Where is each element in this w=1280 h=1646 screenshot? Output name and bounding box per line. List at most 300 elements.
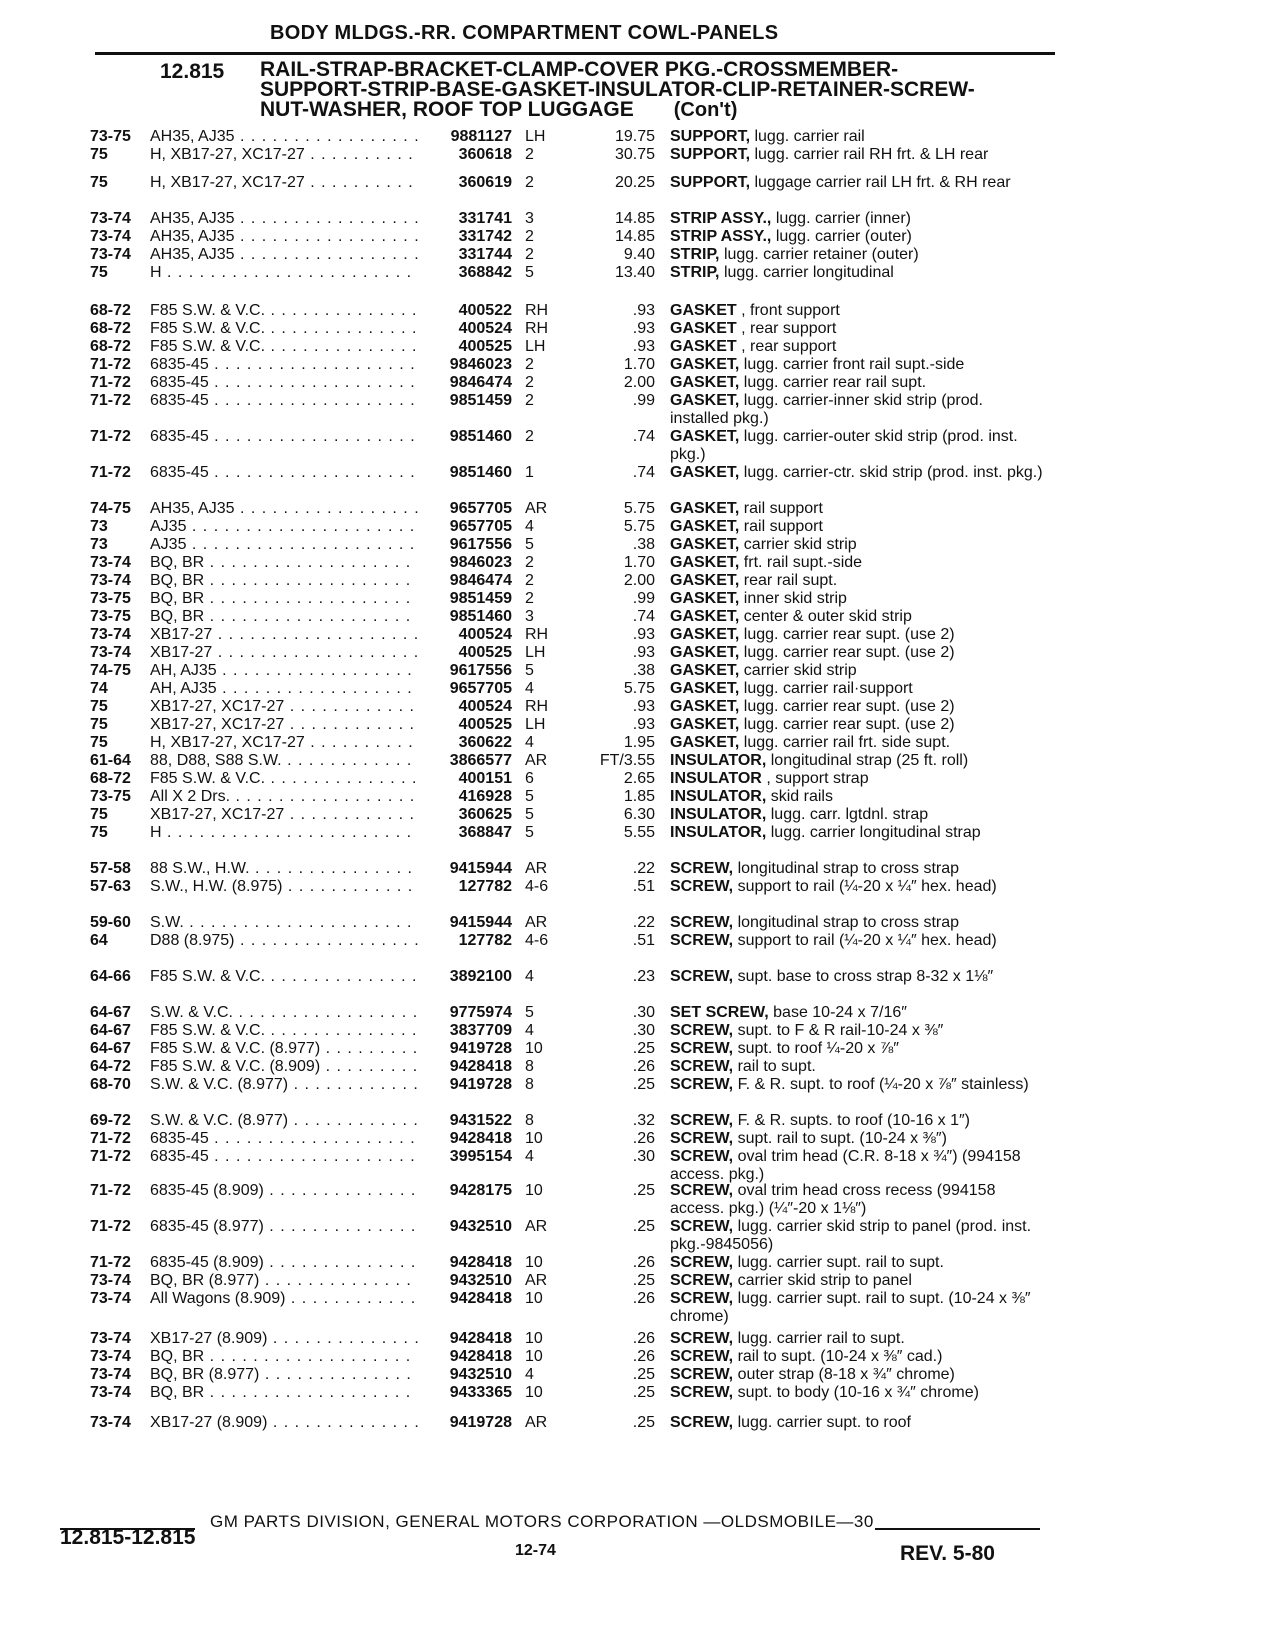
quantity-cell: 10 bbox=[525, 1254, 543, 1271]
price-cell: 1.95 bbox=[623, 734, 655, 751]
year-cell: 73-74 bbox=[90, 1414, 131, 1431]
description-cell bbox=[670, 1272, 1045, 1290]
quantity-cell: 2 bbox=[525, 590, 534, 607]
year-cell: 71-72 bbox=[90, 1130, 131, 1147]
year-cell: 75 bbox=[90, 264, 108, 281]
year-cell: 73-74 bbox=[90, 1384, 131, 1401]
section-title-line-2: SUPPORT-STRIP-BASE-GASKET-INSULATOR-CLIP-RETAINER-SCREW- bbox=[260, 78, 975, 101]
part-number-cell: 9846023 bbox=[449, 554, 512, 571]
model-cell: BQ, BR . . . bbox=[150, 572, 418, 590]
description-cell bbox=[670, 1290, 1045, 1326]
model-cell: XB17-27 . . . bbox=[150, 626, 418, 644]
description-cell bbox=[670, 428, 1045, 464]
year-cell: 75 bbox=[90, 806, 108, 823]
section-number: 12.815 bbox=[160, 60, 225, 83]
quantity-cell: 2 bbox=[525, 246, 534, 263]
year-cell: 73-74 bbox=[90, 1330, 131, 1347]
description-keyword: GASKET, bbox=[670, 572, 740, 589]
quantity-cell: 5 bbox=[525, 824, 534, 841]
description-text: lugg. carrier rear supt. (use 2) bbox=[743, 698, 955, 715]
model-cell: XB17-27 (8.909) . . . bbox=[150, 1414, 418, 1432]
quantity-cell: 10 bbox=[525, 1290, 543, 1307]
quantity-cell: 2 bbox=[525, 174, 534, 191]
model-cell: S.W., H.W. (8.975) . . . bbox=[150, 878, 418, 896]
price-cell: .25 bbox=[632, 1414, 655, 1431]
price-cell: 14.85 bbox=[614, 210, 655, 227]
quantity-cell: 4 bbox=[525, 734, 534, 751]
part-number-cell: 400525 bbox=[458, 338, 512, 355]
part-number-cell: 9846474 bbox=[449, 374, 512, 391]
description-cell bbox=[670, 680, 1045, 698]
part-number-cell: 9432510 bbox=[449, 1366, 512, 1383]
part-number-cell: 9851460 bbox=[449, 608, 512, 625]
quantity-cell: AR bbox=[525, 1272, 548, 1289]
part-number-cell: 9432510 bbox=[449, 1272, 512, 1289]
description-keyword: SCREW, bbox=[670, 1076, 734, 1093]
price-cell: .25 bbox=[632, 1272, 655, 1289]
part-number-cell: 360625 bbox=[458, 806, 512, 823]
model-cell: BQ, BR . . . bbox=[150, 554, 418, 572]
part-number-cell: 127782 bbox=[458, 878, 512, 895]
description-text: frt. rail supt.-side bbox=[743, 554, 863, 571]
price-cell: .26 bbox=[632, 1130, 655, 1147]
price-cell: .22 bbox=[632, 860, 655, 877]
model-cell: AH35, AJ35 . . . bbox=[150, 210, 418, 228]
model-cell: F85 S.W. & V.C. . . . bbox=[150, 338, 418, 356]
part-number-cell: 9428418 bbox=[449, 1348, 512, 1365]
description-text: longitudinal strap to cross strap bbox=[737, 914, 960, 931]
part-number-cell: 400524 bbox=[458, 626, 512, 643]
description-cell bbox=[670, 608, 1045, 626]
model-cell: F85 S.W. & V.C. (8.909) . . . bbox=[150, 1058, 418, 1076]
description-keyword: SCREW, bbox=[670, 1182, 734, 1199]
description-keyword: GASKET bbox=[670, 338, 737, 355]
part-number-cell: 9657705 bbox=[449, 500, 512, 517]
description-keyword: SCREW, bbox=[670, 1414, 734, 1431]
year-cell: 73-74 bbox=[90, 1348, 131, 1365]
part-number-cell: 9428418 bbox=[449, 1330, 512, 1347]
description-cell bbox=[670, 500, 1045, 518]
description-text: lugg. carrier rail bbox=[754, 128, 865, 145]
description-cell bbox=[670, 554, 1045, 572]
description-keyword: GASKET, bbox=[670, 464, 740, 481]
description-keyword: GASKET, bbox=[670, 374, 740, 391]
price-cell: .51 bbox=[632, 878, 655, 895]
quantity-cell: RH bbox=[525, 302, 549, 319]
description-keyword: INSULATOR, bbox=[670, 824, 767, 841]
price-cell: .93 bbox=[632, 644, 655, 661]
price-cell: 1.85 bbox=[623, 788, 655, 805]
price-cell: .74 bbox=[632, 608, 655, 625]
quantity-cell: RH bbox=[525, 698, 549, 715]
part-number-cell: 3837709 bbox=[449, 1022, 512, 1039]
description-cell bbox=[670, 932, 1045, 950]
part-number-cell: 9657705 bbox=[449, 518, 512, 535]
price-cell: .30 bbox=[632, 1004, 655, 1021]
description-cell bbox=[670, 914, 1045, 932]
quantity-cell: 4 bbox=[525, 1148, 534, 1165]
description-text: supt. to roof ¼-20 x ⅞″ bbox=[737, 1040, 899, 1057]
model-cell: S.W. . . . bbox=[150, 914, 418, 932]
price-cell: .93 bbox=[632, 698, 655, 715]
part-number-cell: 331742 bbox=[458, 228, 512, 245]
part-number-cell: 416928 bbox=[458, 788, 512, 805]
description-text: lugg. carrier skid strip to panel (prod. inst. pkg.-9845056) bbox=[670, 1218, 1032, 1253]
description-cell bbox=[670, 662, 1045, 680]
year-cell: 75 bbox=[90, 824, 108, 841]
description-keyword: GASKET, bbox=[670, 536, 740, 553]
description-text: supt. to F & R rail-10-24 x ⅜″ bbox=[737, 1022, 944, 1039]
price-cell: .93 bbox=[632, 302, 655, 319]
model-cell: 6835-45 . . . bbox=[150, 1130, 418, 1148]
quantity-cell: LH bbox=[525, 716, 546, 733]
description-cell bbox=[670, 1130, 1045, 1148]
part-number-cell: 9428418 bbox=[449, 1058, 512, 1075]
quantity-cell: RH bbox=[525, 626, 549, 643]
model-cell: AH35, AJ35 . . . bbox=[150, 128, 418, 146]
year-cell: 64-72 bbox=[90, 1058, 131, 1075]
year-cell: 71-72 bbox=[90, 1148, 131, 1165]
description-cell bbox=[670, 1182, 1045, 1218]
quantity-cell: 4 bbox=[525, 518, 534, 535]
quantity-cell: 6 bbox=[525, 770, 534, 787]
part-number-cell: 9428418 bbox=[449, 1290, 512, 1307]
description-cell bbox=[670, 374, 1045, 392]
model-cell: XB17-27 (8.909) . . . bbox=[150, 1330, 418, 1348]
price-cell: .51 bbox=[632, 932, 655, 949]
description-keyword: GASKET, bbox=[670, 662, 740, 679]
description-text: lugg. carrier supt. to roof bbox=[737, 1414, 911, 1431]
price-cell: .26 bbox=[632, 1290, 655, 1307]
year-cell: 64-66 bbox=[90, 968, 131, 985]
price-cell: .23 bbox=[632, 968, 655, 985]
price-cell: .99 bbox=[632, 590, 655, 607]
model-cell: 6835-45 (8.909) . . . bbox=[150, 1182, 418, 1200]
description-cell bbox=[670, 1254, 1045, 1272]
quantity-cell: 10 bbox=[525, 1348, 543, 1365]
description-keyword: GASKET, bbox=[670, 500, 740, 517]
price-cell: .22 bbox=[632, 914, 655, 931]
model-cell: XB17-27, XC17-27 . . . bbox=[150, 716, 418, 734]
quantity-cell: AR bbox=[525, 914, 548, 931]
model-cell: BQ, BR . . . bbox=[150, 590, 418, 608]
part-number-cell: 9851459 bbox=[449, 392, 512, 409]
model-cell: XB17-27, XC17-27 . . . bbox=[150, 698, 418, 716]
description-keyword: GASKET, bbox=[670, 716, 740, 733]
quantity-cell: 2 bbox=[525, 554, 534, 571]
description-keyword: STRIP ASSY., bbox=[670, 228, 772, 245]
year-cell: 74-75 bbox=[90, 662, 131, 679]
description-keyword: SCREW, bbox=[670, 1290, 734, 1307]
description-keyword: GASKET bbox=[670, 302, 737, 319]
year-cell: 73-74 bbox=[90, 228, 131, 245]
description-cell bbox=[670, 752, 1045, 770]
part-number-cell: 9851460 bbox=[449, 464, 512, 481]
year-cell: 73-75 bbox=[90, 590, 131, 607]
price-cell: FT/3.55 bbox=[599, 752, 655, 769]
price-cell: .30 bbox=[632, 1022, 655, 1039]
description-text: oval trim head (C.R. 8-18 x ¾″) (994158 access. pkg.) bbox=[670, 1148, 1021, 1183]
year-cell: 61-64 bbox=[90, 752, 131, 769]
description-keyword: SCREW, bbox=[670, 1384, 734, 1401]
description-text: , support strap bbox=[766, 770, 869, 787]
part-number-cell: 9433365 bbox=[449, 1384, 512, 1401]
part-number-cell: 127782 bbox=[458, 932, 512, 949]
description-keyword: INSULATOR, bbox=[670, 788, 767, 805]
quantity-cell: AR bbox=[525, 1218, 548, 1235]
year-cell: 69-72 bbox=[90, 1112, 131, 1129]
description-cell bbox=[670, 1366, 1045, 1384]
page-footer bbox=[60, 1508, 1060, 1618]
description-cell bbox=[670, 788, 1045, 806]
description-keyword: SCREW, bbox=[670, 1254, 734, 1271]
description-text: lugg. carrier longitudinal bbox=[723, 264, 894, 281]
year-cell: 75 bbox=[90, 146, 108, 163]
description-keyword: INSULATOR, bbox=[670, 752, 767, 769]
model-cell: 6835-45 . . . bbox=[150, 392, 418, 410]
description-cell bbox=[670, 146, 1045, 164]
part-number-cell: 9657705 bbox=[449, 680, 512, 697]
price-cell: .93 bbox=[632, 338, 655, 355]
footer-page-number: 12-74 bbox=[515, 1542, 556, 1559]
price-cell: .26 bbox=[632, 1254, 655, 1271]
quantity-cell: 2 bbox=[525, 374, 534, 391]
part-number-cell: 331744 bbox=[458, 246, 512, 263]
part-number-cell: 360619 bbox=[458, 174, 512, 191]
year-cell: 68-72 bbox=[90, 770, 131, 787]
description-cell bbox=[670, 806, 1045, 824]
part-number-cell: 400151 bbox=[458, 770, 512, 787]
description-cell bbox=[670, 734, 1045, 752]
year-cell: 64-67 bbox=[90, 1040, 131, 1057]
description-keyword: SCREW, bbox=[670, 914, 734, 931]
model-cell: BQ, BR (8.977) . . . bbox=[150, 1272, 418, 1290]
part-number-cell: 400522 bbox=[458, 302, 512, 319]
description-text: lugg. carrier (outer) bbox=[775, 228, 912, 245]
description-text: rail to supt. bbox=[737, 1058, 816, 1075]
year-cell: 59-60 bbox=[90, 914, 131, 931]
part-number-cell: 9431522 bbox=[449, 1112, 512, 1129]
price-cell: .93 bbox=[632, 716, 655, 733]
description-text: lugg. carrier rail frt. side supt. bbox=[743, 734, 951, 751]
model-cell: 6835-45 . . . bbox=[150, 356, 418, 374]
year-cell: 75 bbox=[90, 174, 108, 191]
part-number-cell: 331741 bbox=[458, 210, 512, 227]
description-keyword: INSULATOR bbox=[670, 770, 762, 787]
year-cell: 73-75 bbox=[90, 128, 131, 145]
page-title: BODY MLDGS.-RR. COMPARTMENT COWL-PANELS bbox=[270, 22, 779, 44]
description-text: carrier skid strip bbox=[743, 662, 857, 679]
year-cell: 71-72 bbox=[90, 1254, 131, 1271]
model-cell: All Wagons (8.909) . . . bbox=[150, 1290, 418, 1308]
year-cell: 71-72 bbox=[90, 1182, 131, 1199]
description-cell bbox=[670, 228, 1045, 246]
model-cell: All X 2 Drs. . . . bbox=[150, 788, 418, 806]
part-number-cell: 9851460 bbox=[449, 428, 512, 445]
quantity-cell: 5 bbox=[525, 788, 534, 805]
page-header bbox=[95, 22, 1055, 56]
price-cell: .25 bbox=[632, 1366, 655, 1383]
model-cell: 6835-45 (8.977) . . . bbox=[150, 1218, 418, 1236]
model-cell: 6835-45 . . . bbox=[150, 428, 418, 446]
description-keyword: GASKET, bbox=[670, 608, 740, 625]
description-text: longitudinal strap (25 ft. roll) bbox=[770, 752, 969, 769]
quantity-cell: 2 bbox=[525, 146, 534, 163]
quantity-cell: 4 bbox=[525, 968, 534, 985]
year-cell: 75 bbox=[90, 734, 108, 751]
price-cell: .25 bbox=[632, 1076, 655, 1093]
quantity-cell: 4 bbox=[525, 1022, 534, 1039]
quantity-cell: RH bbox=[525, 320, 549, 337]
model-cell: F85 S.W. & V.C. . . . bbox=[150, 770, 418, 788]
description-cell bbox=[670, 1040, 1045, 1058]
description-text: lugg. carrier supt. rail to supt. (10-24 x ⅜″ chrome) bbox=[670, 1290, 1031, 1325]
year-cell: 74 bbox=[90, 680, 108, 697]
description-keyword: GASKET, bbox=[670, 734, 740, 751]
part-number-cell: 9432510 bbox=[449, 1218, 512, 1235]
part-number-cell: 9775974 bbox=[449, 1004, 512, 1021]
quantity-cell: 3 bbox=[525, 210, 534, 227]
price-cell: 14.85 bbox=[614, 228, 655, 245]
part-number-cell: 9419728 bbox=[449, 1414, 512, 1431]
year-cell: 57-63 bbox=[90, 878, 131, 895]
description-keyword: GASKET, bbox=[670, 428, 740, 445]
description-keyword: STRIP, bbox=[670, 264, 720, 281]
description-keyword: GASKET, bbox=[670, 392, 740, 409]
quantity-cell: 10 bbox=[525, 1330, 543, 1347]
quantity-cell: AR bbox=[525, 1414, 548, 1431]
quantity-cell: 4 bbox=[525, 1366, 534, 1383]
model-cell: 88 S.W., H.W. . . . bbox=[150, 860, 418, 878]
year-cell: 73 bbox=[90, 518, 108, 535]
section-title-line-3 bbox=[260, 100, 737, 120]
quantity-cell: 2 bbox=[525, 392, 534, 409]
model-cell: H, XB17-27, XC17-27 . . . bbox=[150, 146, 418, 164]
year-cell: 73-74 bbox=[90, 1290, 131, 1307]
description-keyword: SUPPORT, bbox=[670, 128, 751, 145]
price-cell: 9.40 bbox=[623, 246, 655, 263]
quantity-cell: 5 bbox=[525, 536, 534, 553]
description-text: carrier skid strip to panel bbox=[737, 1272, 912, 1289]
description-cell bbox=[670, 1348, 1045, 1366]
description-text: rail to supt. (10-24 x ⅜″ cad.) bbox=[737, 1348, 943, 1365]
part-number-cell: 9617556 bbox=[449, 662, 512, 679]
part-number-cell: 9419728 bbox=[449, 1076, 512, 1093]
model-cell: AJ35 . . . bbox=[150, 518, 418, 536]
description-text: F. & R. supt. to roof (¼-20 x ⅞″ stainless) bbox=[737, 1076, 1029, 1093]
price-cell: 1.70 bbox=[623, 554, 655, 571]
description-cell bbox=[670, 1414, 1045, 1432]
description-keyword: SCREW, bbox=[670, 1058, 734, 1075]
description-text: lugg. carrier retainer (outer) bbox=[723, 246, 919, 263]
year-cell: 73-74 bbox=[90, 572, 131, 589]
description-text: rail support bbox=[743, 500, 823, 517]
description-cell bbox=[670, 1076, 1045, 1094]
year-cell: 73-74 bbox=[90, 554, 131, 571]
description-keyword: GASKET, bbox=[670, 554, 740, 571]
quantity-cell: 3 bbox=[525, 608, 534, 625]
price-cell: .25 bbox=[632, 1218, 655, 1235]
model-cell: BQ, BR (8.977) . . . bbox=[150, 1366, 418, 1384]
quantity-cell: AR bbox=[525, 860, 548, 877]
description-text: lugg. carrier rail·support bbox=[743, 680, 913, 697]
year-cell: 73-74 bbox=[90, 246, 131, 263]
description-text: lugg. carrier supt. rail to supt. bbox=[737, 1254, 944, 1271]
description-text: lugg. carrier rear rail supt. bbox=[743, 374, 927, 391]
footer-section-range: 12.815-12.815 bbox=[60, 1526, 196, 1549]
description-text: rail support bbox=[743, 518, 823, 535]
quantity-cell: 10 bbox=[525, 1182, 543, 1199]
description-text: skid rails bbox=[770, 788, 833, 805]
description-cell bbox=[670, 246, 1045, 264]
price-cell: .38 bbox=[632, 536, 655, 553]
description-cell bbox=[670, 1218, 1045, 1254]
description-text: base 10-24 x 7/16″ bbox=[773, 1004, 907, 1021]
description-text: lugg. carrier longitudinal strap bbox=[770, 824, 981, 841]
description-text: longitudinal strap to cross strap bbox=[737, 860, 960, 877]
description-keyword: SCREW, bbox=[670, 1112, 734, 1129]
description-keyword: GASKET, bbox=[670, 626, 740, 643]
description-cell bbox=[670, 302, 1045, 320]
quantity-cell: 8 bbox=[525, 1076, 534, 1093]
quantity-cell: 10 bbox=[525, 1384, 543, 1401]
description-text: lugg. carr. lgtdnl. strap bbox=[770, 806, 929, 823]
price-cell: 20.25 bbox=[614, 174, 655, 191]
description-keyword: GASKET, bbox=[670, 356, 740, 373]
description-cell bbox=[670, 878, 1045, 896]
price-cell: .30 bbox=[632, 1148, 655, 1165]
year-cell: 71-72 bbox=[90, 356, 131, 373]
part-number-cell: 9415944 bbox=[449, 860, 512, 877]
description-cell bbox=[670, 320, 1045, 338]
model-cell: F85 S.W. & V.C. . . . bbox=[150, 302, 418, 320]
description-keyword: SCREW, bbox=[670, 1022, 734, 1039]
price-cell: .26 bbox=[632, 1348, 655, 1365]
quantity-cell: 4-6 bbox=[525, 878, 549, 895]
model-cell: S.W. & V.C. . . . bbox=[150, 1004, 418, 1022]
description-keyword: INSULATOR, bbox=[670, 806, 767, 823]
description-keyword: SCREW, bbox=[670, 1040, 734, 1057]
quantity-cell: 2 bbox=[525, 428, 534, 445]
model-cell: AH35, AJ35 . . . bbox=[150, 228, 418, 246]
description-cell bbox=[670, 590, 1045, 608]
year-cell: 57-58 bbox=[90, 860, 131, 877]
model-cell: BQ, BR . . . bbox=[150, 1348, 418, 1366]
description-keyword: GASKET, bbox=[670, 698, 740, 715]
year-cell: 68-72 bbox=[90, 320, 131, 337]
description-text: , front support bbox=[741, 302, 840, 319]
description-cell bbox=[670, 264, 1045, 282]
description-keyword: GASKET, bbox=[670, 590, 740, 607]
description-keyword: STRIP, bbox=[670, 246, 720, 263]
description-text: , rear support bbox=[741, 338, 837, 355]
description-cell bbox=[670, 644, 1045, 662]
model-cell: XB17-27, XC17-27 . . . bbox=[150, 806, 418, 824]
description-keyword: SCREW, bbox=[670, 860, 734, 877]
quantity-cell: 5 bbox=[525, 1004, 534, 1021]
model-cell: AH35, AJ35 . . . bbox=[150, 500, 418, 518]
description-keyword: GASKET, bbox=[670, 680, 740, 697]
description-keyword: SCREW, bbox=[670, 932, 734, 949]
price-cell: .26 bbox=[632, 1330, 655, 1347]
description-keyword: SCREW, bbox=[670, 1272, 734, 1289]
description-text: lugg. carrier-ctr. skid strip (prod. inst. pkg.) bbox=[743, 464, 1043, 481]
part-number-cell: 9428418 bbox=[449, 1254, 512, 1271]
description-keyword: SET SCREW, bbox=[670, 1004, 769, 1021]
year-cell: 64-67 bbox=[90, 1022, 131, 1039]
part-number-cell: 9428175 bbox=[449, 1182, 512, 1199]
model-cell: AH, AJ35 . . . bbox=[150, 680, 418, 698]
